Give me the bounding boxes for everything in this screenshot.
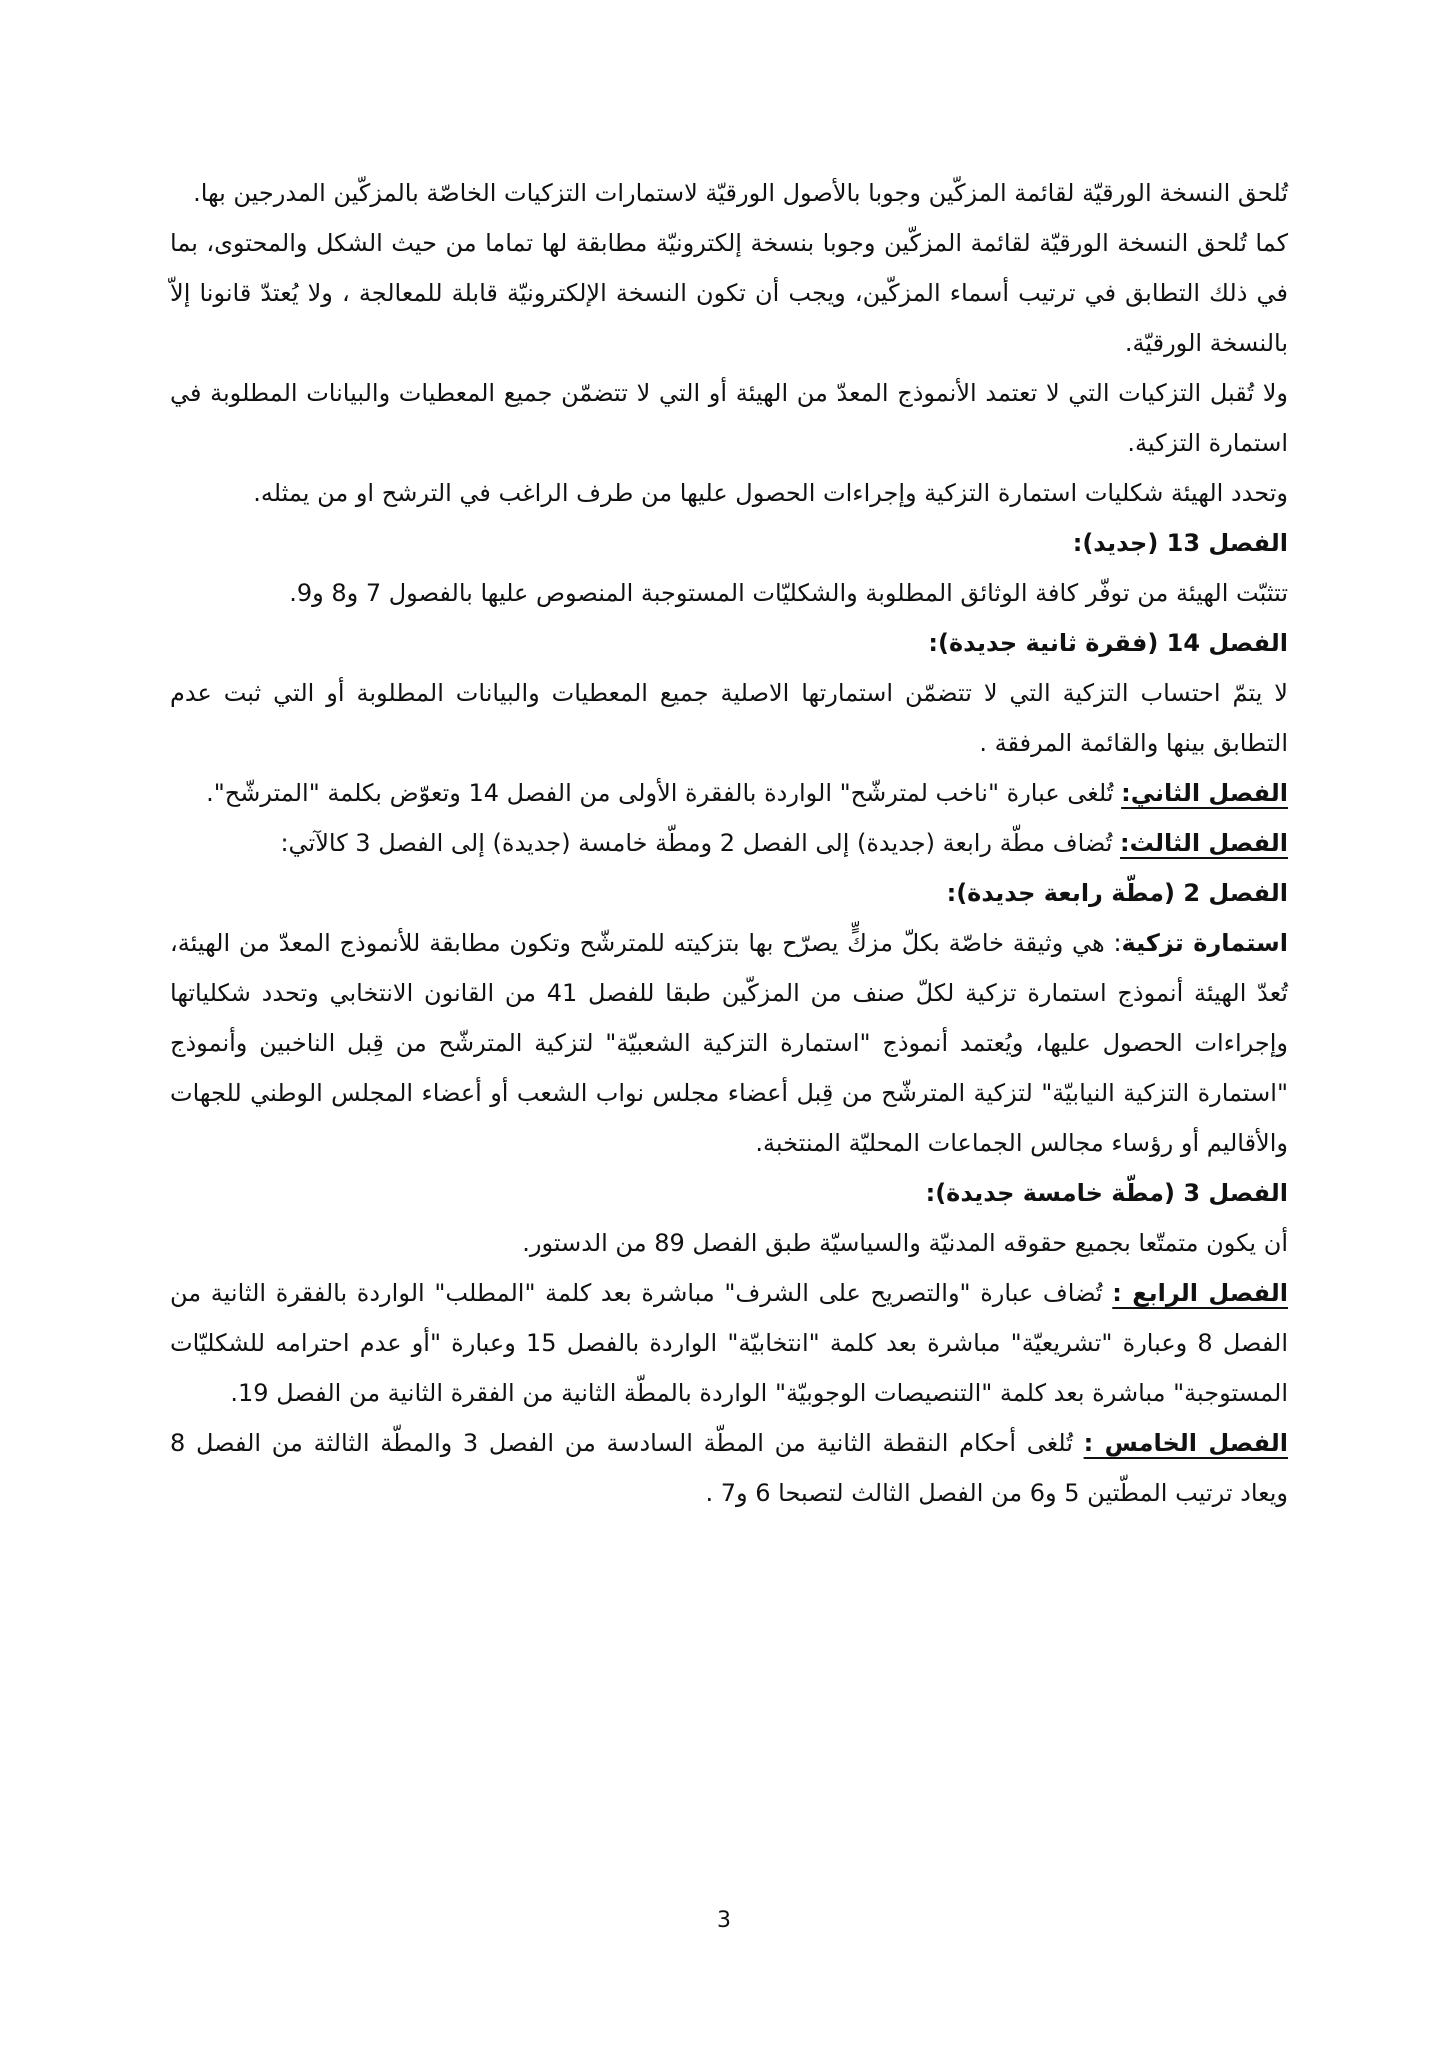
heading-article-13: الفصل 13 (جديد):	[1072, 529, 1288, 557]
heading-article-3-indent: الفصل 3 (مطّة خامسة جديدة):	[925, 1179, 1288, 1207]
fifth-article-text: تُلغى أحكام النقطة الثانية من المطّة السادسة من الفصل 3 والمطّة الثالثة من الفصل 8 ويعاد ترتيب المطّتين 5 و6 من الفصل الثالث لتصبحا 6 و7 .	[170, 1429, 1288, 1507]
heading-article-14: الفصل 14 (فقرة ثانية جديدة):	[928, 629, 1288, 657]
fifth-article-label: الفصل الخامس :	[1083, 1429, 1288, 1457]
second-article-text: تُلغى عبارة "ناخب لمترشّح" الواردة بالفقرة الأولى من الفصل 14 وتعوّض بكلمة "المترشّح".	[206, 779, 1122, 807]
fourth-article-label: الفصل الرابع :	[1112, 1279, 1288, 1307]
definition-text: : هي وثيقة خاصّة بكلّ مزكٍّ يصرّح بها بتزكيته للمترشّح وتكون مطابقة للأنموذج المعدّ من الهيئة، تُعدّ الهيئة أنموذج استمارة تزكية لكلّ صنف من المزكّين طبقا للفصل 41 من القانون الانتخابي وتحدد شكلياتها وإجراءات الحصول عليها، ويُعتمد أنموذج "استمارة التزكية الشعبيّة" لتزكية المترشّح من قِبل الناخبين وأنموذج "استمارة التزكية النيابيّة" لتزكية المترشّح من قِبل أعضاء مجلس نواب الشعب أو أعضاء المجلس الوطني للجهات والأقاليم أو رؤساء مجالس الجماعات المحليّة المنتخبة.	[170, 929, 1288, 1157]
third-article-text: تُضاف مطّة رابعة (جديدة) إلى الفصل 2 ومطّة خامسة (جديدة) إلى الفصل 3 كالآتي:	[280, 829, 1120, 857]
paragraph-paper-copy-attachment: تُلحق النسخة الورقيّة لقائمة المزكّين وجوبا بالأصول الورقيّة لاستمارات التزكيات الخاصّة بالمزكّين المدرجين بها.	[193, 179, 1288, 207]
paragraph-endorsement-form-definition	[170, 918, 1288, 1168]
paragraph-fifth-article	[170, 1418, 1288, 1518]
paragraph-fourth-article	[170, 1268, 1288, 1418]
paragraph-article-13: تتثبّت الهيئة من توفّر كافة الوثائق المطلوبة والشكليّات المستوجبة المنصوص عليها بالفصول 7 و8 و9.	[289, 579, 1288, 607]
paragraph-second-article	[170, 768, 1288, 818]
paragraph-rejected-endorsements: ولا تُقبل التزكيات التي لا تعتمد الأنموذج المعدّ من الهيئة أو التي لا تتضمّن جميع المعطيات والبيانات المطلوبة في استمارة التزكية.	[170, 379, 1288, 457]
document-body	[170, 168, 1288, 1518]
heading-article-2-indent: الفصل 2 (مطّة رابعة جديدة):	[946, 879, 1288, 907]
paragraph-form-procedures: وتحدد الهيئة شكليات استمارة التزكية وإجراءات الحصول عليها من طرف الراغب في الترشح او من يمثله.	[253, 479, 1288, 507]
paragraph-electronic-copy: كما تُلحق النسخة الورقيّة لقائمة المزكّين وجوبا بنسخة إلكترونيّة مطابقة لها تماما من حيث الشكل والمحتوى، بما في ذلك التطابق في ترتيب أسماء المزكّين، ويجب أن تكون النسخة الإلكترونيّة قابلة للمعالجة ، ولا يُعتدّ قانونا إلاّ بالنسخة الورقيّة.	[170, 229, 1288, 357]
paragraph-article-14: لا يتمّ احتساب التزكية التي لا تتضمّن استمارتها الاصلية جميع المعطيات والبيانات المطلوبة أو التي ثبت عدم التطابق بينها والقائمة المرفقة .	[170, 679, 1288, 757]
paragraph-civil-rights: أن يكون متمتّعا بجميع حقوقه المدنيّة والسياسيّة طبق الفصل 89 من الدستور.	[522, 1229, 1288, 1257]
second-article-label: الفصل الثاني:	[1121, 779, 1288, 807]
page-number: 3	[717, 1908, 731, 1933]
third-article-label: الفصل الثالث:	[1120, 829, 1288, 857]
paragraph-third-article	[170, 818, 1288, 868]
fourth-article-text: تُضاف عبارة "والتصريح على الشرف" مباشرة بعد كلمة "المطلب" الواردة بالفقرة الثانية من الفصل 8 وعبارة "تشريعيّة" مباشرة بعد كلمة "انتخابيّة" الواردة بالفصل 15 وعبارة "أو عدم احترامه للشكليّات المستوجبة" مباشرة بعد كلمة "التنصيصات الوجوبيّة" الواردة بالمطّة الثانية من الفقرة الثانية من الفصل 19.	[170, 1279, 1288, 1407]
definition-term: استمارة تزكية	[1121, 929, 1288, 957]
